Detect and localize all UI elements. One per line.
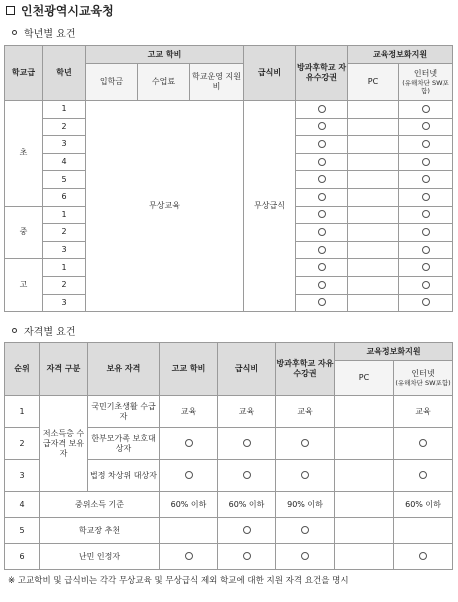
header-rank: 순위 <box>5 343 40 396</box>
circle-mark-icon <box>422 228 430 236</box>
grade-requirements-table <box>4 45 453 312</box>
bullet-circle-icon <box>12 30 17 35</box>
afterschool-cell <box>296 171 348 189</box>
section-qualification-heading <box>12 323 75 338</box>
header-school-level: 학교급 <box>5 46 43 101</box>
qualification-cell: 한부모가족 보호대상자 <box>88 428 160 460</box>
free-education-cell: 무상교육 <box>86 101 244 312</box>
afterschool-cell <box>276 428 335 460</box>
qualification-cell: 난민 인정자 <box>40 544 160 570</box>
header-meal: 급식비 <box>218 343 276 396</box>
internet-cell <box>399 241 453 259</box>
circle-mark-icon <box>422 281 430 289</box>
tuition-cell <box>160 428 218 460</box>
internet-cell <box>394 460 453 492</box>
circle-mark-icon <box>419 439 427 447</box>
header-qualification: 보유 자격 <box>88 343 160 396</box>
afterschool-cell <box>276 460 335 492</box>
circle-mark-icon <box>318 210 326 218</box>
grade-cell: 5 <box>43 171 86 189</box>
afterschool-cell <box>276 544 335 570</box>
bullet-circle-icon <box>12 328 17 333</box>
pc-cell <box>335 396 394 428</box>
school-level-cell: 고 <box>5 259 43 312</box>
circle-mark-icon <box>318 140 326 148</box>
circle-mark-icon <box>422 122 430 130</box>
header-internet-note: (유해차단 SW포함) <box>395 378 451 387</box>
internet-cell <box>394 518 453 544</box>
circle-mark-icon <box>422 193 430 201</box>
pc-cell <box>348 276 399 294</box>
tuition-cell: 60% 이하 <box>160 492 218 518</box>
checkbox-square-icon <box>6 6 15 15</box>
table-row <box>5 101 453 119</box>
circle-mark-icon <box>185 471 193 479</box>
circle-mark-icon <box>422 298 430 306</box>
afterschool-cell <box>296 188 348 206</box>
circle-mark-icon <box>185 552 193 560</box>
pc-cell <box>335 428 394 460</box>
table-row <box>5 396 453 428</box>
circle-mark-icon <box>419 471 427 479</box>
afterschool-cell <box>296 294 348 312</box>
grade-cell: 4 <box>43 153 86 171</box>
pc-cell <box>348 224 399 242</box>
section-grade-label: 학년별 요건 <box>24 29 76 40</box>
pc-cell <box>348 136 399 154</box>
header-pc: PC <box>348 64 399 101</box>
grade-cell: 2 <box>43 118 86 136</box>
grade-cell: 3 <box>43 294 86 312</box>
section-grade-heading <box>12 25 75 40</box>
header-info-group: 교육정보화지원 <box>335 343 453 361</box>
qualification-cell: 법정 차상위 대상자 <box>88 460 160 492</box>
circle-mark-icon <box>301 526 309 534</box>
header-tuition: 수업료 <box>138 64 190 101</box>
page-title <box>6 2 114 19</box>
table-row <box>5 518 453 544</box>
qualification-cell: 중위소득 기준 <box>40 492 160 518</box>
afterschool-cell <box>296 259 348 277</box>
internet-cell <box>399 206 453 224</box>
afterschool-cell <box>296 153 348 171</box>
pc-cell <box>335 544 394 570</box>
afterschool-cell <box>296 206 348 224</box>
rank-cell: 3 <box>5 460 40 492</box>
afterschool-cell <box>296 224 348 242</box>
qualification-cell: 학교장 추천 <box>40 518 160 544</box>
header-internet-label: 인터넷 <box>413 68 438 78</box>
school-level-cell: 중 <box>5 206 43 259</box>
pc-cell <box>348 206 399 224</box>
circle-mark-icon <box>422 210 430 218</box>
rank-cell: 1 <box>5 396 40 428</box>
tuition-cell: 교육 <box>160 396 218 428</box>
circle-mark-icon <box>318 158 326 166</box>
afterschool-cell <box>276 518 335 544</box>
tuition-cell <box>160 544 218 570</box>
meal-cell: 60% 이하 <box>218 492 276 518</box>
afterschool-cell <box>296 276 348 294</box>
internet-cell <box>399 101 453 119</box>
rank-cell: 4 <box>5 492 40 518</box>
circle-mark-icon <box>318 193 326 201</box>
meal-cell: 교육 <box>218 396 276 428</box>
circle-mark-icon <box>422 105 430 113</box>
page-title-text: 인천광역시교육청 <box>21 4 114 18</box>
school-level-cell: 초 <box>5 101 43 207</box>
grade-cell: 6 <box>43 188 86 206</box>
pc-cell <box>335 492 394 518</box>
circle-mark-icon <box>318 105 326 113</box>
header-tuition-group: 고교 학비 <box>86 46 244 64</box>
circle-mark-icon <box>318 298 326 306</box>
grade-cell: 1 <box>43 206 86 224</box>
grade-cell: 2 <box>43 224 86 242</box>
pc-cell <box>335 460 394 492</box>
internet-cell: 60% 이하 <box>394 492 453 518</box>
grade-cell: 1 <box>43 101 86 119</box>
circle-mark-icon <box>318 122 326 130</box>
tuition-cell <box>160 518 218 544</box>
pc-cell <box>348 188 399 206</box>
meal-cell <box>218 544 276 570</box>
circle-mark-icon <box>318 175 326 183</box>
afterschool-cell <box>296 136 348 154</box>
header-grade: 학년 <box>43 46 86 101</box>
internet-cell: 교육 <box>394 396 453 428</box>
pc-cell <box>348 171 399 189</box>
header-info-group: 교육정보화지원 <box>348 46 453 64</box>
circle-mark-icon <box>318 263 326 271</box>
internet-cell <box>394 544 453 570</box>
pc-cell <box>335 518 394 544</box>
section-qualification-label: 자격별 요건 <box>24 327 76 338</box>
internet-cell <box>394 428 453 460</box>
circle-mark-icon <box>422 175 430 183</box>
afterschool-cell <box>296 118 348 136</box>
free-meal-cell: 무상급식 <box>244 101 296 312</box>
header-tuition: 고교 학비 <box>160 343 218 396</box>
qualification-cell: 국민기초생활 수급자 <box>88 396 160 428</box>
internet-cell <box>399 171 453 189</box>
circle-mark-icon <box>243 526 251 534</box>
meal-cell <box>218 460 276 492</box>
circle-mark-icon <box>301 471 309 479</box>
table-row <box>5 492 453 518</box>
circle-mark-icon <box>318 281 326 289</box>
circle-mark-icon <box>422 158 430 166</box>
internet-cell <box>399 259 453 277</box>
meal-cell <box>218 518 276 544</box>
meal-cell <box>218 428 276 460</box>
circle-mark-icon <box>422 246 430 254</box>
header-internet <box>394 361 453 396</box>
pc-cell <box>348 101 399 119</box>
grade-cell: 3 <box>43 136 86 154</box>
circle-mark-icon <box>243 471 251 479</box>
header-internet <box>399 64 453 101</box>
afterschool-cell <box>296 101 348 119</box>
internet-cell <box>399 294 453 312</box>
internet-cell <box>399 136 453 154</box>
rank-cell: 5 <box>5 518 40 544</box>
rank-cell: 2 <box>5 428 40 460</box>
pc-cell <box>348 118 399 136</box>
pc-cell <box>348 241 399 259</box>
tuition-cell <box>160 460 218 492</box>
afterschool-cell: 교육 <box>276 396 335 428</box>
header-meal: 급식비 <box>244 46 296 101</box>
category-cell: 저소득층 수급자격 보유자 <box>40 396 88 492</box>
grade-cell: 2 <box>43 276 86 294</box>
header-category: 자격 구분 <box>40 343 88 396</box>
circle-mark-icon <box>419 552 427 560</box>
pc-cell <box>348 294 399 312</box>
circle-mark-icon <box>422 140 430 148</box>
circle-mark-icon <box>185 439 193 447</box>
grade-cell: 1 <box>43 259 86 277</box>
circle-mark-icon <box>243 439 251 447</box>
internet-cell <box>399 224 453 242</box>
circle-mark-icon <box>422 263 430 271</box>
header-afterschool: 방과후학교 자유수강권 <box>296 46 348 101</box>
afterschool-cell <box>296 241 348 259</box>
afterschool-cell: 90% 이하 <box>276 492 335 518</box>
header-operation-fee: 학교운영 지원비 <box>190 64 244 101</box>
circle-mark-icon <box>301 552 309 560</box>
internet-cell <box>399 118 453 136</box>
header-internet-label: 인터넷 <box>411 368 435 378</box>
internet-cell <box>399 153 453 171</box>
footnote: ※ 고교학비 및 급식비는 각각 무상교육 및 무상급식 제외 학교에 대한 지원 자격 요건을 명시 <box>8 576 349 586</box>
circle-mark-icon <box>318 228 326 236</box>
circle-mark-icon <box>301 439 309 447</box>
internet-cell <box>399 276 453 294</box>
rank-cell: 6 <box>5 544 40 570</box>
header-pc: PC <box>335 361 394 396</box>
circle-mark-icon <box>243 552 251 560</box>
pc-cell <box>348 259 399 277</box>
qualification-requirements-table <box>4 342 453 570</box>
table-row <box>5 544 453 570</box>
circle-mark-icon <box>318 246 326 254</box>
header-internet-note: (유해차단 SW포함) <box>402 78 449 95</box>
internet-cell <box>399 188 453 206</box>
grade-cell: 3 <box>43 241 86 259</box>
header-admission-fee: 입학금 <box>86 64 138 101</box>
pc-cell <box>348 153 399 171</box>
header-afterschool: 방과후학교 자유수강권 <box>276 343 335 396</box>
